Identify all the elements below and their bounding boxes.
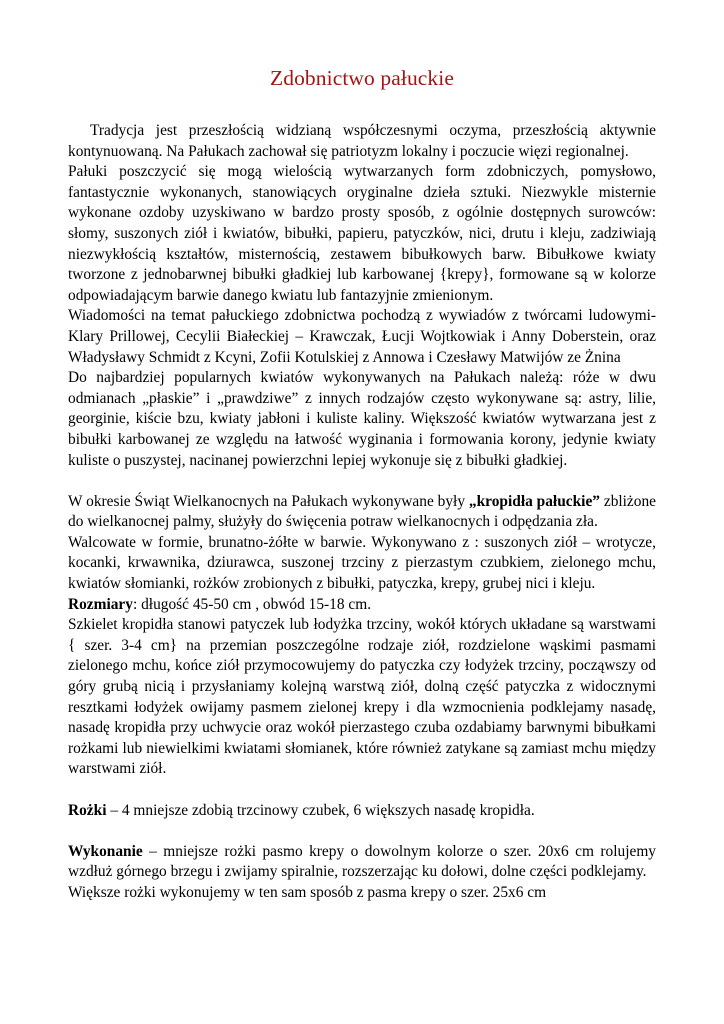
paragraph-forms: Pałuki poszczycić się mogą wielością wytwarzanych form zdobniczych, pomysłowo, fantastycznie wykonanych, stanowiących oryginalne dzieła sztuki. Niezwykle misternie wykonane ozdoby uzyskiwano w bardzo prosty sposób, z ogólnie dostępnych surowców: słomy, suszonych ziół i kwiatów, bibułki, papieru, patyczków, nici, drutu i kleju, zadziwiają niezwykłością kształtów, misternością, zestawem bibułkowych barw. Bibułkowe kwiaty tworzone z jednobarwnej bibułki gładkiej lub karbowanej {krepy}, formowane są w kolorze odpowiadającym barwie danego kwiatu lub fantazyjnie zmienionym. <box>68 163 656 304</box>
bold-term-rozki: Rożki <box>68 801 107 819</box>
text-segment: – 4 mniejsze zdobią trzcinowy czubek, 6 większych nasadę kropidła. <box>106 801 535 819</box>
paragraph-skeleton: Szkielet kropidła stanowi patyczek lub łodyżka trzciny, wokół których układane są warstwami { szer. 3-4 cm} na przemian poszczególne rodzaje ziół, rozdzielone wąskimi pasmami zielonego mchu, końce ziół przymocowujemy do patyczka czy łodyżek trzciny, począwszy od góry grubą nicią i przysłaniamy kolejną warstwą ziół, dolną część patyczka z widocznymi resztkami łodyżek owijamy pasmem zielonej krepy i dla wzmocnienia podklejamy nasadę, nasadę kropidła przy uchwycie oraz wokół pierzastego czuba ozdabiamy barwnymi bibułkami rożkami lub niewielkimi kwiatami słomianek, które również zatykane są zamiast mchu między warstwami ziół. <box>68 616 656 778</box>
paragraph-intro: Tradycja jest przeszłością widzianą współczesnymi oczyma, przeszłością aktywnie kontynuowaną. Na Pałukach zachował się patriotyzm lokalny i poczucie więzi regionalnej. <box>68 122 656 160</box>
paragraph-materials: Walcowate w formie, brunatno-żółte w barwie. Wykonywano z : suszonych ziół – wrotycze, kocanki, krwawnika, dziurawca, suszonej trzciny z pierzastym czubkiem, zielonego mchu, kwiatów słomianki, rożków zrobionych z bibułki, patyczka, krepy, grubej nici i kleju. <box>68 533 656 593</box>
text-segment: zbliżone do wielkanocnej palmy, służyły do święcenia potraw wielkanocnych i odpędzania zła. <box>68 492 656 531</box>
spacer <box>68 780 656 801</box>
spacer <box>68 821 656 842</box>
text-segment: : długość 45-50 cm , obwód 15-18 cm. <box>132 595 372 613</box>
paragraph-easter <box>68 492 656 533</box>
bold-term-rozmiary: Rozmiary <box>68 595 133 613</box>
spacer <box>68 471 656 492</box>
paragraph-dimensions <box>68 595 656 616</box>
text-segment: W okresie Świąt Wielkanocnych na Pałukach wykonywane były <box>68 492 469 510</box>
document-body <box>68 121 656 904</box>
bold-term-kropidla: „kropidła pałuckie” <box>468 492 600 510</box>
paragraph-flowers: Do najbardziej popularnych kwiatów wykonywanych na Pałukach należą: róże w dwu odmianach „płaskie” i „prawdziwe” z innych rodzajów często wykonywane są: astry, lilie, georginie, kiście bzu, kwiaty jabłoni i kuliste kaliny. Większość kwiatów wytwarzana jest z bibułki karbowanej ze względu na łatwość wyginania i formowania korony, jedynie kwiaty kuliste o puszystej, nacinanej powierzchni lepiej wykonuje się z bibułki gładkiej. <box>68 369 656 469</box>
text-segment: – mniejsze rożki pasmo krepy o dowolnym kolorze o szer. 20x6 cm rolujemy wzdłuż górnego brzegu i zwijamy spiralnie, rozszerzając ku dołowi, dolne części podklejamy. <box>68 842 656 881</box>
page-title: Zdobnictwo pałuckie <box>270 66 454 90</box>
bold-term-wykonanie: Wykonanie <box>68 842 143 860</box>
paragraph-wykonanie <box>68 842 656 883</box>
paragraph-rozki <box>68 801 656 822</box>
paragraph-larger-rozki: Większe rożki wykonujemy w ten sam sposób z pasma krepy o szer. 25x6 cm <box>68 883 547 901</box>
paragraph-sources: Wiadomości na temat pałuckiego zdobnictwa pochodzą z wywiadów z twórcami ludowymi- Klary Prillowej, Cecylii Białeckiej – Krawczak, Łucji Wojtkowiak i Anny Doberstein, oraz Władysławy Schmidt z Kcyni, Zofii Kotulskiej z Annowa i Czesławy Matwijów ze Żnina <box>68 307 656 366</box>
